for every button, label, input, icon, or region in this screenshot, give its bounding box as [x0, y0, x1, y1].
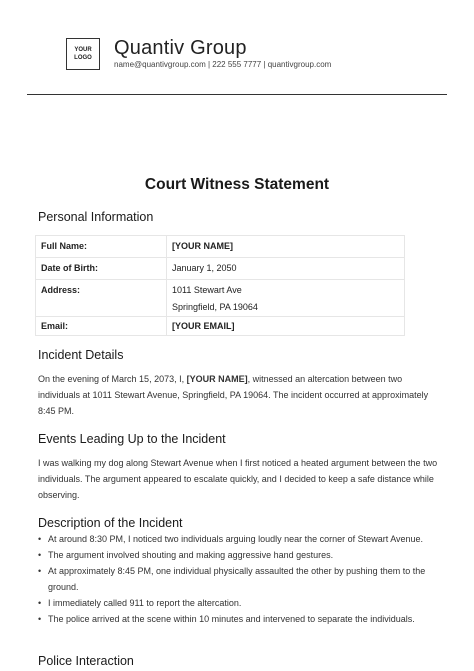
field-label: Address:: [36, 280, 167, 317]
header-divider: [27, 94, 447, 95]
logo-placeholder: [66, 38, 100, 70]
list-item: • The police arrived at the scene within 10 minutes and intervened to separate the individuals.: [38, 611, 438, 627]
logo-text-line1: YOUR: [74, 47, 92, 53]
table-row: [36, 280, 405, 317]
personal-info-table: [35, 235, 405, 336]
list-item: • The argument involved shouting and making aggressive hand gestures.: [38, 547, 438, 563]
letterhead: [66, 38, 434, 78]
field-label: Full Name:: [36, 236, 167, 258]
section-heading-incident-details: Incident Details: [38, 348, 124, 362]
field-label: Email:: [36, 317, 167, 336]
table-row: [36, 258, 405, 280]
section-heading-police-interaction: Police Interaction: [38, 654, 134, 668]
logo-text-line2: LOGO: [74, 55, 92, 61]
incident-text-before: On the evening of March 15, 2073, I,: [38, 374, 187, 384]
section-heading-description: Description of the Incident: [38, 516, 183, 530]
incident-witness-name: [YOUR NAME]: [186, 374, 248, 384]
table-row: [36, 317, 405, 336]
list-item: • At around 8:30 PM, I noticed two individuals arguing loudly near the corner of Stewart Avenue.: [38, 531, 438, 547]
address-line2: Springfield, PA 19064: [172, 302, 258, 312]
field-label: Date of Birth:: [36, 258, 167, 280]
field-value: [YOUR NAME]: [167, 236, 405, 258]
field-value: [167, 280, 405, 317]
address-line1: 1011 Stewart Ave: [172, 285, 242, 295]
document-title: Court Witness Statement: [144, 176, 330, 193]
list-item: • At approximately 8:45 PM, one individual physically assaulted the other by pushing them to the ground.: [38, 563, 438, 595]
company-contact: name@quantivgroup.com | 222 555 7777 | quantivgroup.com: [114, 60, 332, 69]
incident-text-after: , witnessed an altercation between two individuals at 1011 Stewart Avenue, Springfield, PA 19064. The incident occurred at approximately 8:45 PM.: [38, 374, 429, 416]
section-heading-events: Events Leading Up to the Incident: [38, 432, 226, 446]
section-heading-personal-information: Personal Information: [38, 210, 154, 224]
field-value: January 1, 2050: [167, 258, 405, 280]
events-text: I was walking my dog along Stewart Avenue when I first noticed a heated argument between the two individuals. The argument appeared to escalate quickly, and I decided to keep a safe distance while observing.: [38, 458, 438, 500]
description-list: [38, 531, 438, 627]
incident-details-text: [38, 371, 438, 419]
table-row: [36, 236, 405, 258]
list-item: • I immediately called 911 to report the altercation.: [38, 595, 438, 611]
field-value: [YOUR EMAIL]: [167, 317, 405, 336]
company-name: Quantiv Group: [114, 37, 247, 59]
